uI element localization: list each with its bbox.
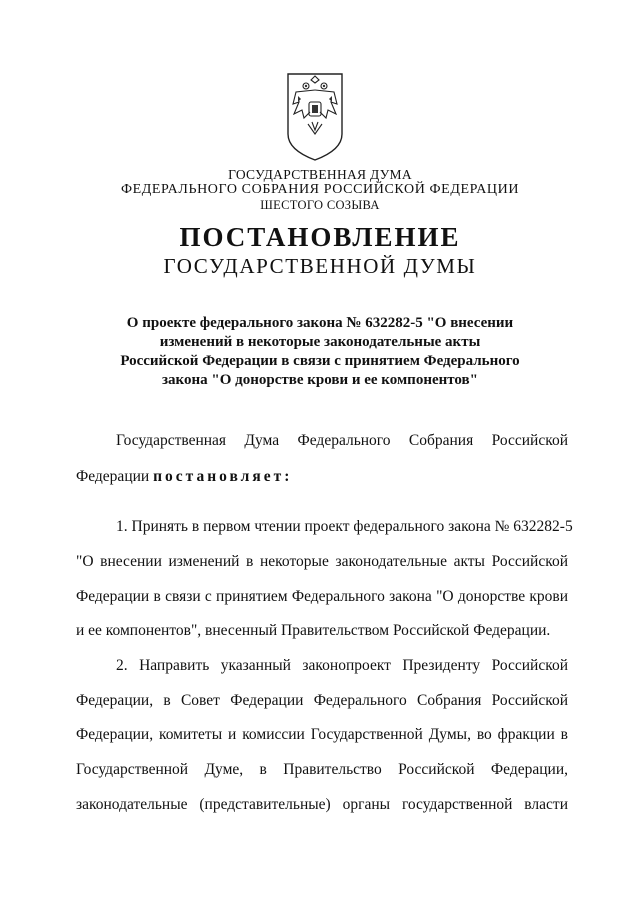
preamble-line: Государственная Дума Федерального Собрания Российской bbox=[116, 432, 568, 449]
document-subtitle: ГОСУДАРСТВЕННОЙ ДУМЫ bbox=[163, 254, 477, 278]
paragraph-2-line: законодательные (представительные) органы государственной власти bbox=[76, 796, 568, 813]
paragraph-1-line: "О внесении изменений в некоторые законодательные акты Российской bbox=[76, 553, 568, 570]
document-title: ПОСТАНОВЛЕНИЕ bbox=[179, 222, 461, 252]
resolution-subject bbox=[118, 314, 522, 390]
assembly-name: ФЕДЕРАЛЬНОГО СОБРАНИЯ РОССИЙСКОЙ ФЕДЕРАЦИИ bbox=[120, 182, 520, 197]
paragraph-1-line: 1. Принять в первом чтении проект федерального закона № 632282-5 bbox=[116, 518, 573, 535]
coat-of-arms-icon bbox=[284, 72, 346, 162]
paragraph-1-line: и ее компонентов", внесенный Правительством Российской Федерации. bbox=[76, 622, 551, 639]
duma-name: ГОСУДАРСТВЕННАЯ ДУМА bbox=[228, 167, 412, 182]
preamble-line bbox=[76, 468, 568, 486]
paragraph-2-line: 2. Направить указанный законопроект Президенту Российской bbox=[116, 657, 568, 674]
paragraph-2-line: Федерации, в Совет Федерации Федерального Собрания Российской bbox=[76, 692, 568, 709]
subject-line: закона "О донорстве крови и ее компонентов" bbox=[162, 372, 478, 388]
paragraph-1-line: Федерации в связи с принятием Федерального закона "О донорстве крови bbox=[76, 588, 568, 605]
subject-line: Российской Федерации в связи с принятием Федерального bbox=[120, 353, 520, 369]
preamble-text: Федерации bbox=[76, 468, 154, 485]
paragraph-2-line: Федерации, комитеты и комиссии Государственной Думы, во фракции в bbox=[76, 726, 568, 743]
convocation: ШЕСТОГО СОЗЫВА bbox=[260, 198, 380, 212]
decree-word: постановляет: bbox=[153, 468, 293, 485]
subject-line: изменений в некоторые законодательные акты bbox=[159, 334, 481, 350]
subject-line: О проекте федерального закона № 632282-5 "О внесении bbox=[126, 315, 514, 331]
paragraph-2-line: Государственной Думе, в Правительство Российской Федерации, bbox=[76, 761, 568, 778]
